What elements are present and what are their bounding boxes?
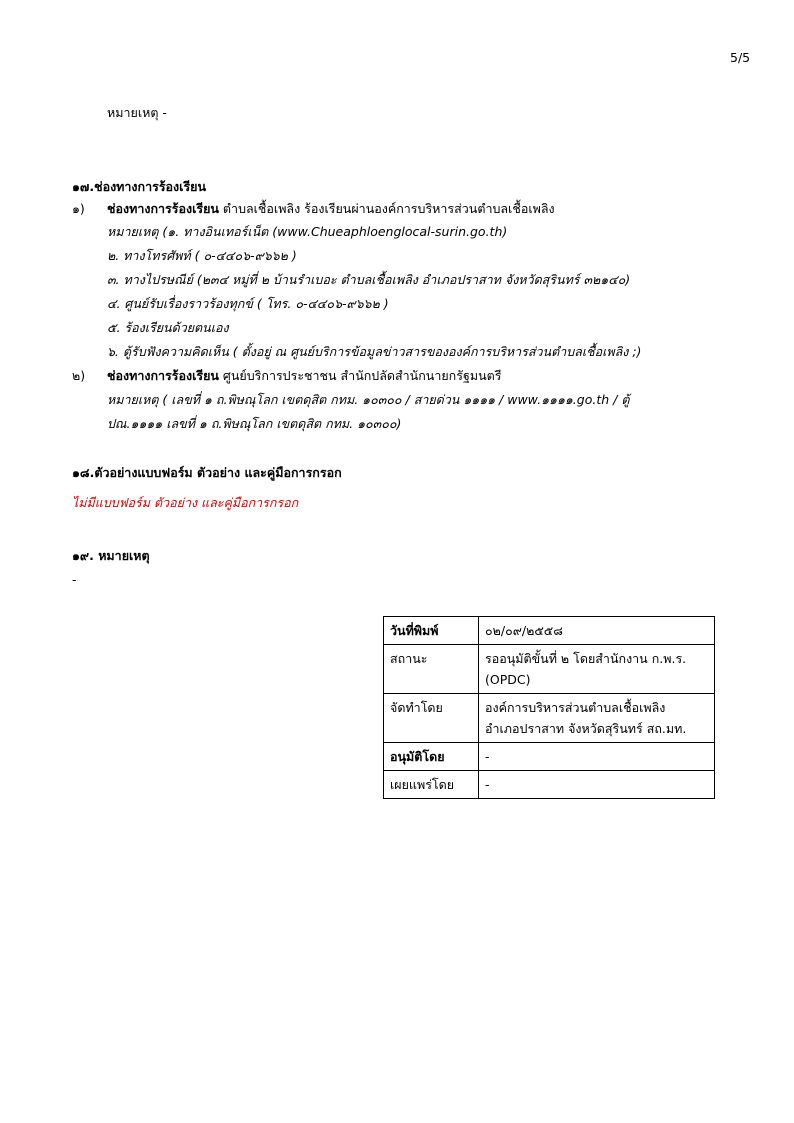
- status-value-line-2: (OPDC): [485, 672, 531, 687]
- section-17-title: ๑๗.ช่องทางการร้องเรียน: [72, 179, 207, 194]
- item-1-heading: [107, 199, 555, 219]
- prepared-by-line-1: องค์การบริหารส่วนตำบลเชื้อเพลิง: [485, 700, 666, 715]
- item-2-heading-bold: ช่องทางการร้องเรียน: [107, 368, 219, 383]
- prepared-by-line-2: อำเภอปราสาท จังหวัดสุรินทร์ สถ.มท.: [485, 721, 687, 736]
- item-2-heading-rest: ศูนย์บริการประชาชน สำนักปลัดสำนักนายกรัฐมนตรี: [218, 368, 502, 383]
- item-1-line-2: ๒. ทางโทรศัพท์ ( ๐-๔๔๐๖-๙๖๖๒ ): [107, 248, 297, 263]
- print-date-value: ๐๒/๐๙/๒๕๕๘: [479, 617, 715, 645]
- table-row: [384, 771, 715, 799]
- status-label: สถานะ: [384, 645, 479, 694]
- item-1-line-6: ๖. ตู้รับฟังความคิดเห็น ( ตั้งอยู่ ณ ศูนย์บริการข้อมูลข่าวสารขององค์การบริหารส่วนตำบลเชื้อเพลิง ;): [107, 344, 642, 359]
- page-number: 5/5: [730, 50, 751, 65]
- prepared-by-value: [479, 694, 715, 743]
- item-1-line-3: ๓. ทางไปรษณีย์ (๒๓๔ หมู่ที่ ๒ บ้านรำเบอะ ตำบลเชื้อเพลิง อำเภอปราสาท จังหวัดสุรินทร์ ๓๒๑๔๐): [107, 272, 631, 287]
- approved-by-label: อนุมัติโดย: [384, 743, 479, 771]
- table-row: [384, 645, 715, 694]
- top-remark: หมายเหตุ -: [107, 105, 167, 120]
- item-1-heading-bold: ช่องทางการร้องเรียน: [107, 201, 219, 216]
- table-row: [384, 743, 715, 771]
- item-2-heading: [107, 366, 501, 386]
- section-19-value: -: [72, 572, 77, 587]
- status-value-line-1: รออนุมัติขั้นที่ ๒ โดยสำนักงาน ก.พ.ร.: [485, 651, 687, 666]
- item-1-number: ๑): [72, 201, 85, 216]
- published-by-label: เผยแพร่โดย: [384, 771, 479, 799]
- published-by-value: -: [479, 771, 715, 799]
- prepared-by-label: จัดทำโดย: [384, 694, 479, 743]
- item-1-line-4: ๔. ศูนย์รับเรื่องราวร้องทุกข์ ( โทร. ๐-๔๔๐๖-๙๖๖๒ ): [107, 296, 389, 311]
- section-18-title: ๑๘.ตัวอย่างแบบฟอร์ม ตัวอย่าง และคู่มือการกรอก: [72, 465, 342, 480]
- item-1-heading-rest: ตำบลเชื้อเพลิง ร้องเรียนผ่านองค์การบริหารส่วนตำบลเชื้อเพลิง: [218, 201, 555, 216]
- item-1-line-1: หมายเหตุ (๑. ทางอินเทอร์เน็ต (www.Chueaphloenglocal-surin.go.th): [107, 224, 508, 239]
- document-meta-table: [383, 616, 715, 799]
- item-1-line-5: ๕. ร้องเรียนด้วยตนเอง: [107, 320, 229, 335]
- status-value: [479, 645, 715, 694]
- table-row: [384, 694, 715, 743]
- item-2-number: ๒): [72, 368, 86, 383]
- print-date-label: วันที่พิมพ์: [384, 617, 479, 645]
- section-19-title: ๑๙. หมายเหตุ: [72, 548, 150, 563]
- section-18-note: ไม่มีแบบฟอร์ม ตัวอย่าง และคู่มือการกรอก: [72, 495, 299, 510]
- item-2-line-2: ปณ.๑๑๑๑ เลขที่ ๑ ถ.พิษณุโลก เขตดุสิต กทม. ๑๐๓๐๐): [107, 416, 402, 431]
- approved-by-value: -: [479, 743, 715, 771]
- item-2-line-1: หมายเหตุ ( เลขที่ ๑ ถ.พิษณุโลก เขตดุสิต กทม. ๑๐๓๐๐ / สายด่วน ๑๑๑๑ / www.๑๑๑๑.go.th / ตู้: [107, 392, 630, 407]
- table-row: [384, 617, 715, 645]
